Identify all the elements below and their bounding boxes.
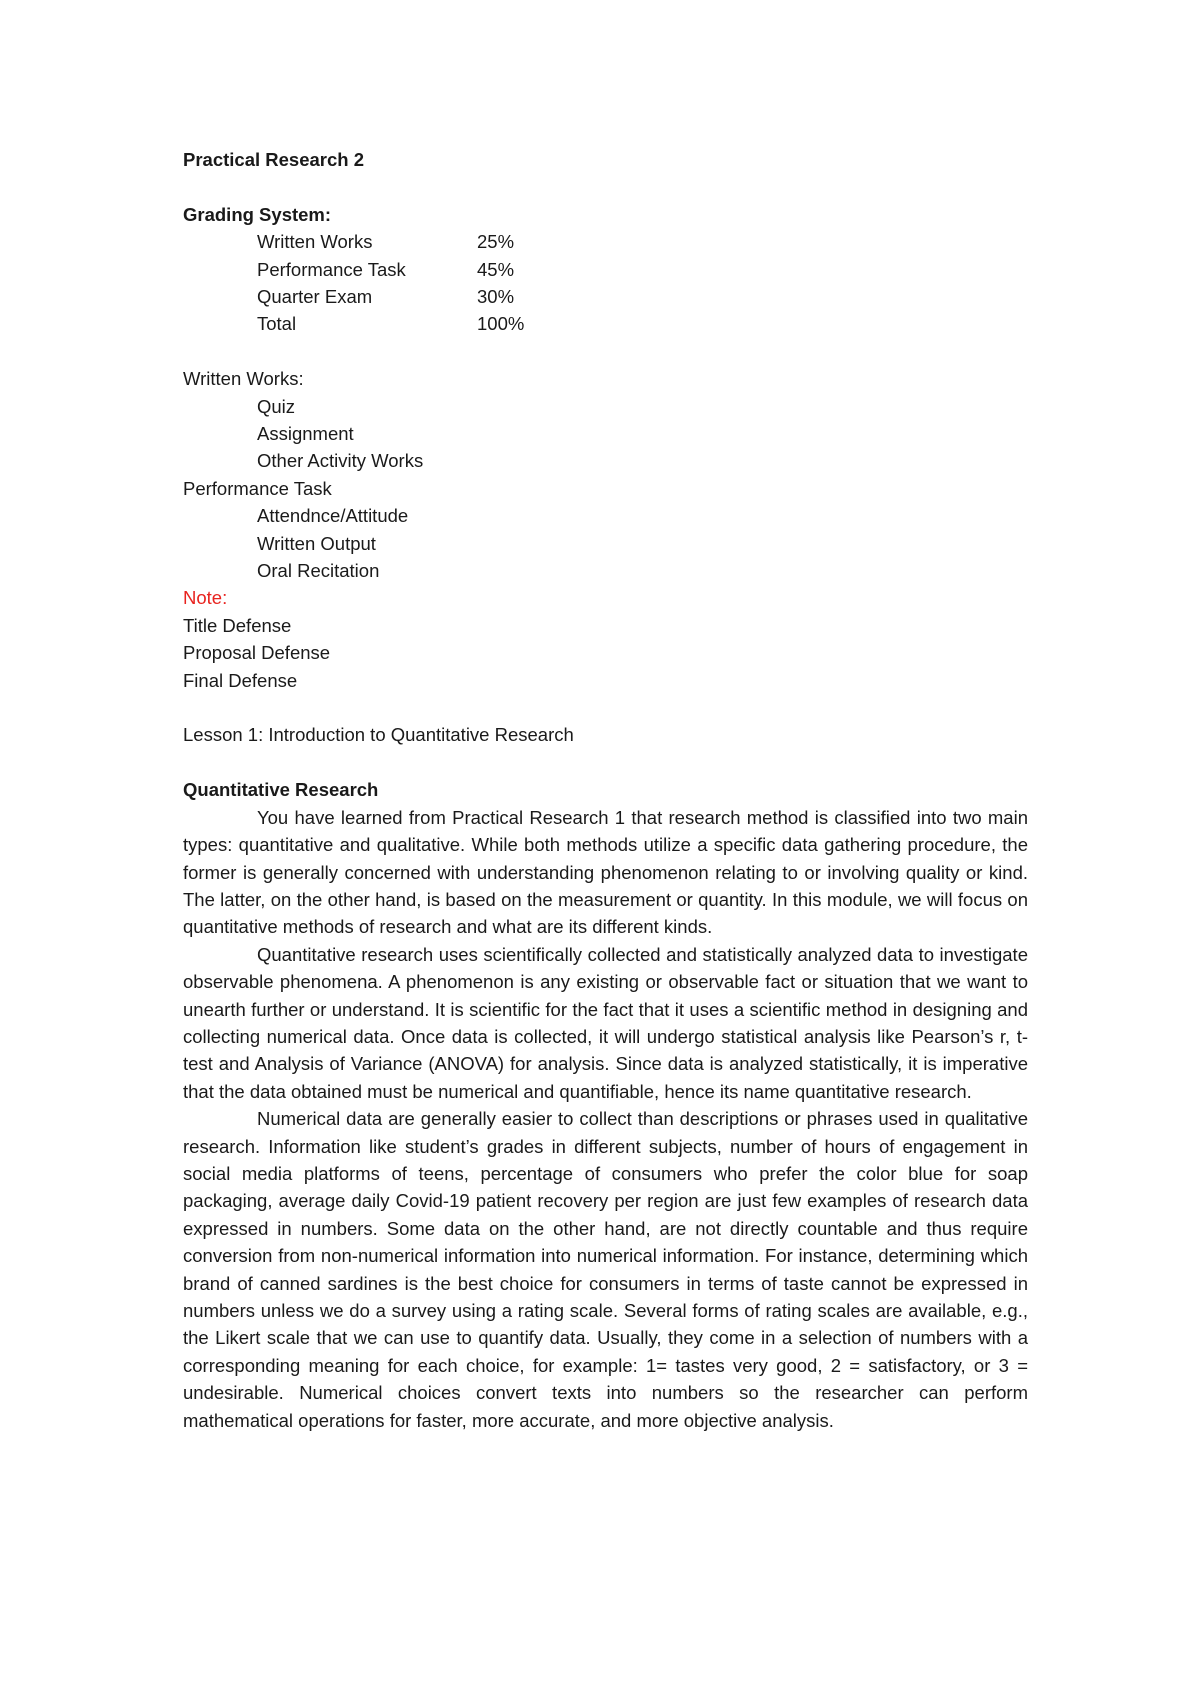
list-item: Quiz (257, 395, 296, 417)
paragraph (183, 1105, 1028, 1434)
list-item: Assignment (257, 423, 354, 445)
note-item: Final Defense (183, 669, 298, 691)
list-item: Attendnce/Attitude (257, 505, 409, 527)
grade-row (183, 228, 1028, 255)
section-heading: Quantitative Research (183, 779, 379, 801)
grade-label: Quarter Exam (257, 286, 373, 308)
lesson-title: Lesson 1: Introduction to Quantitative Research (183, 724, 574, 746)
paragraph-text: Quantitative research uses scientifically collected and statistically analyzed data to investigate observable phenomena. A phenomenon is any existing or observable fact or situation that we want to unearth further or understand. It is scientific for the fact that it uses a scientific method in designing and collecting numerical data. Once data is collected, it will undergo statistical analysis like Pearson’s r, t-test and Analysis of Variance (ANOVA) for analysis. Since data is analyzed statistically, it is imperative that the data obtained must be numerical and quantifiable, hence its name quantitative research. (183, 943, 1028, 1102)
paragraph (183, 804, 1028, 941)
grade-label: Performance Task (257, 258, 406, 280)
note-label: Note: (183, 587, 228, 609)
grade-row (183, 283, 1028, 310)
note-item: Proposal Defense (183, 642, 331, 664)
document-title: Practical Research 2 (183, 149, 365, 170)
paragraph-text: Numerical data are generally easier to collect than descriptions or phrases used in qualitative research. Information like student’s grades in different subjects, number of hours of engagement in social media platforms of teens, percentage of consumers who prefer the color blue for soap packaging, average daily Covid-19 patient recovery per region are just few examples of research data expressed in numbers. Some data on the other hand, are not directly countable and thus require conversion from non-numerical information into numerical information. For instance, determining which brand of canned sardines is the best choice for consumers in terms of taste cannot be expressed in numbers unless we do a survey using a rating scale. Several forms of rating scales are available, e.g., the Likert scale that we can use to quantify data. Usually, they come in a selection of numbers with a corresponding meaning for each choice, for example: 1= tastes very good, 2 = satisfactory, or 3 = undesirable. Numerical choices convert texts into numbers so the researcher can perform mathematical operations for faster, more accurate, and more objective analysis. (183, 1108, 1028, 1431)
grade-value: 25% (477, 231, 515, 253)
grade-value: 30% (477, 286, 515, 308)
written-works-heading: Written Works: (183, 368, 304, 390)
grade-label: Total (257, 313, 297, 335)
list-item: Written Output (257, 532, 376, 554)
grade-value: 100% (477, 313, 525, 335)
list-item: Oral Recitation (257, 560, 380, 582)
document-content (183, 146, 1028, 1434)
paragraph (183, 941, 1028, 1105)
paragraph-text: You have learned from Practical Research 1 that research method is classified into two main types: quantitative and qualitative. While both methods utilize a specific data gathering procedure, the former is generally concerned with understanding phenomenon relating to or involving quality or kind. The latter, on the other hand, is based on the measurement or quantity. In this module, we will focus on quantitative methods of research and what are its different kinds. (183, 806, 1028, 938)
grade-value: 45% (477, 258, 515, 280)
grade-row (183, 310, 1028, 337)
grade-row (183, 256, 1028, 283)
grading-heading: Grading System: (183, 203, 332, 225)
performance-heading: Performance Task (183, 477, 332, 499)
list-item: Other Activity Works (257, 450, 424, 472)
note-item: Title Defense (183, 614, 292, 636)
grade-label: Written Works (257, 231, 373, 253)
